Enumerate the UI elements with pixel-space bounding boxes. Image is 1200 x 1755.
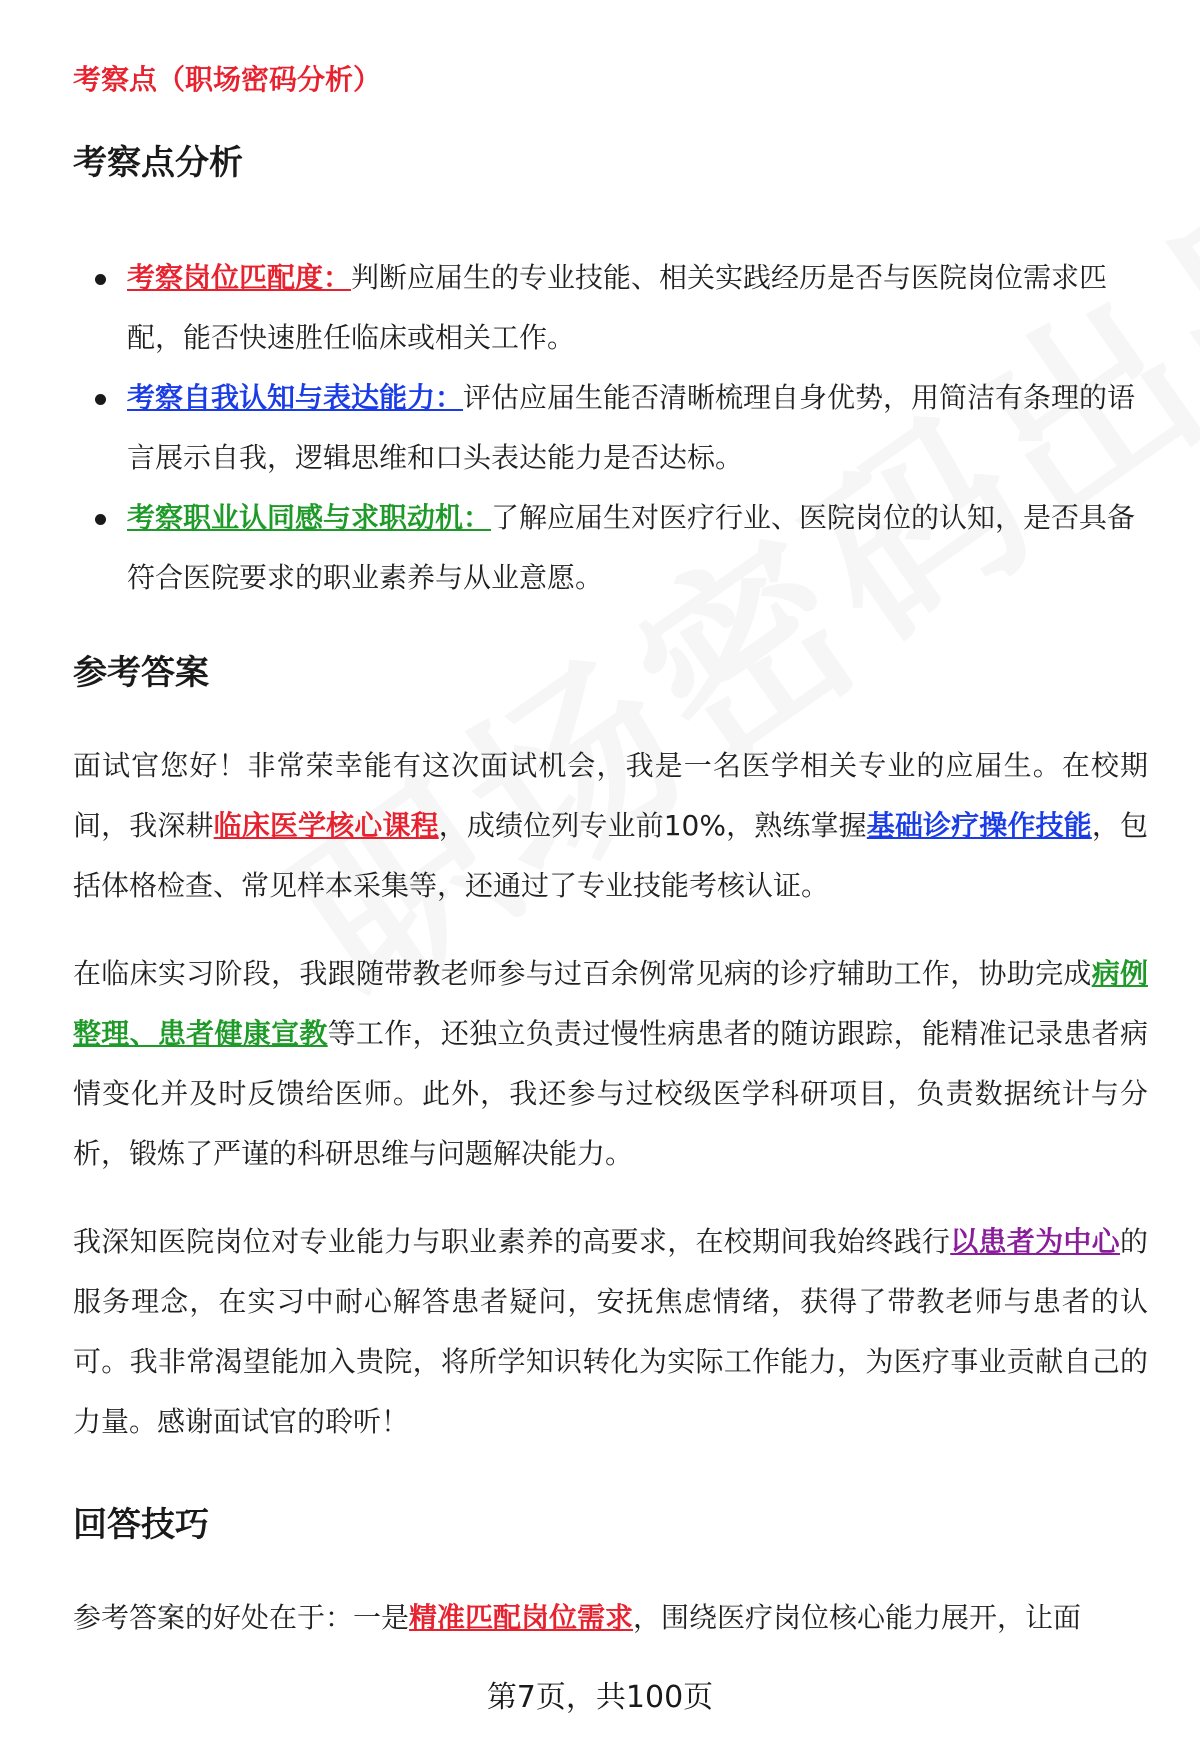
bullet-icon	[95, 274, 106, 285]
keyword: 考察自我认知与表达能力：	[127, 381, 464, 414]
top-label: 考察点（职场密码分析）	[73, 63, 382, 96]
keyword: 以患者为中心	[950, 1225, 1120, 1258]
keyword: 基础诊疗操作技能	[866, 809, 1092, 842]
list-item	[95, 488, 1145, 608]
item-text: 评估应届生能否清晰梳理自身优势，用简洁有条理的语言展示自我，逻辑思维和口头表达能力是否达标。	[127, 381, 1136, 474]
item-text: 判断应届生的专业技能、相关实践经历是否与医院岗位需求匹配，能否快速胜任临床或相关工作。	[127, 261, 1108, 354]
list-item	[95, 368, 1145, 488]
text-span: 等工作，还独立负责过慢性病患者的随访跟踪，能精准记录患者病情变化并及时反馈给医师。此外，我还参与过校级医学科研项目，负责数据统计与分析，锻炼了严谨的科研思维与问题解决能力。	[73, 1017, 1148, 1170]
section-title-answer: 参考答案	[73, 653, 209, 693]
text-span: 面试官您好！非常荣幸能有这次面试机会，我是一名医学相关专业的应届生。在校期间，我深耕	[73, 749, 1148, 842]
text-span: 我深知医院岗位对专业能力与职业素养的高要求，在校期间我始终践行	[73, 1225, 951, 1258]
bullet-icon	[95, 514, 106, 525]
text-span: 在临床实习阶段，我跟随带教老师参与过百余例常见病的诊疗辅助工作，协助完成	[73, 957, 1092, 990]
tips-paragraph-1	[73, 1588, 1148, 1648]
answer-paragraph-2	[73, 944, 1148, 1184]
text-span: ，包括体格检查、常见样本采集等，还通过了专业技能考核认证。	[73, 809, 1148, 902]
keyword: 考察职业认同感与求职动机：	[127, 501, 492, 534]
answer-paragraph-3	[73, 1212, 1148, 1452]
keyword: 精准匹配岗位需求	[409, 1601, 634, 1634]
section-title-tips: 回答技巧	[73, 1505, 209, 1545]
keyword: 病例整理、患者健康宣教	[73, 957, 1148, 1050]
keyword: 考察岗位匹配度：	[127, 261, 352, 294]
keyword: 临床医学核心课程	[213, 809, 439, 842]
text-span: 参考答案的好处在于：一是	[73, 1601, 410, 1634]
section-title-analysis: 考察点分析	[73, 143, 243, 183]
list-item	[95, 248, 1145, 368]
bullet-icon	[95, 394, 106, 405]
text-span: ，成绩位列专业前10%，熟练掌握	[438, 809, 867, 842]
page-number: 第7页，共100页	[486, 1680, 714, 1715]
text-span: ，围绕医疗岗位核心能力展开，让面	[633, 1601, 1082, 1634]
answer-paragraph-1	[73, 736, 1148, 916]
item-text: 了解应届生对医疗行业、医院岗位的认知，是否具备符合医院要求的职业素养与从业意愿。	[127, 501, 1136, 594]
text-span: 的服务理念，在实习中耐心解答患者疑问，安抚焦虑情绪，获得了带教老师与患者的认可。我非常渴望能加入贵院，将所学知识转化为实际工作能力，为医疗事业贡献自己的力量。感谢面试官的聆听！	[73, 1225, 1148, 1438]
analysis-list	[95, 248, 1145, 608]
